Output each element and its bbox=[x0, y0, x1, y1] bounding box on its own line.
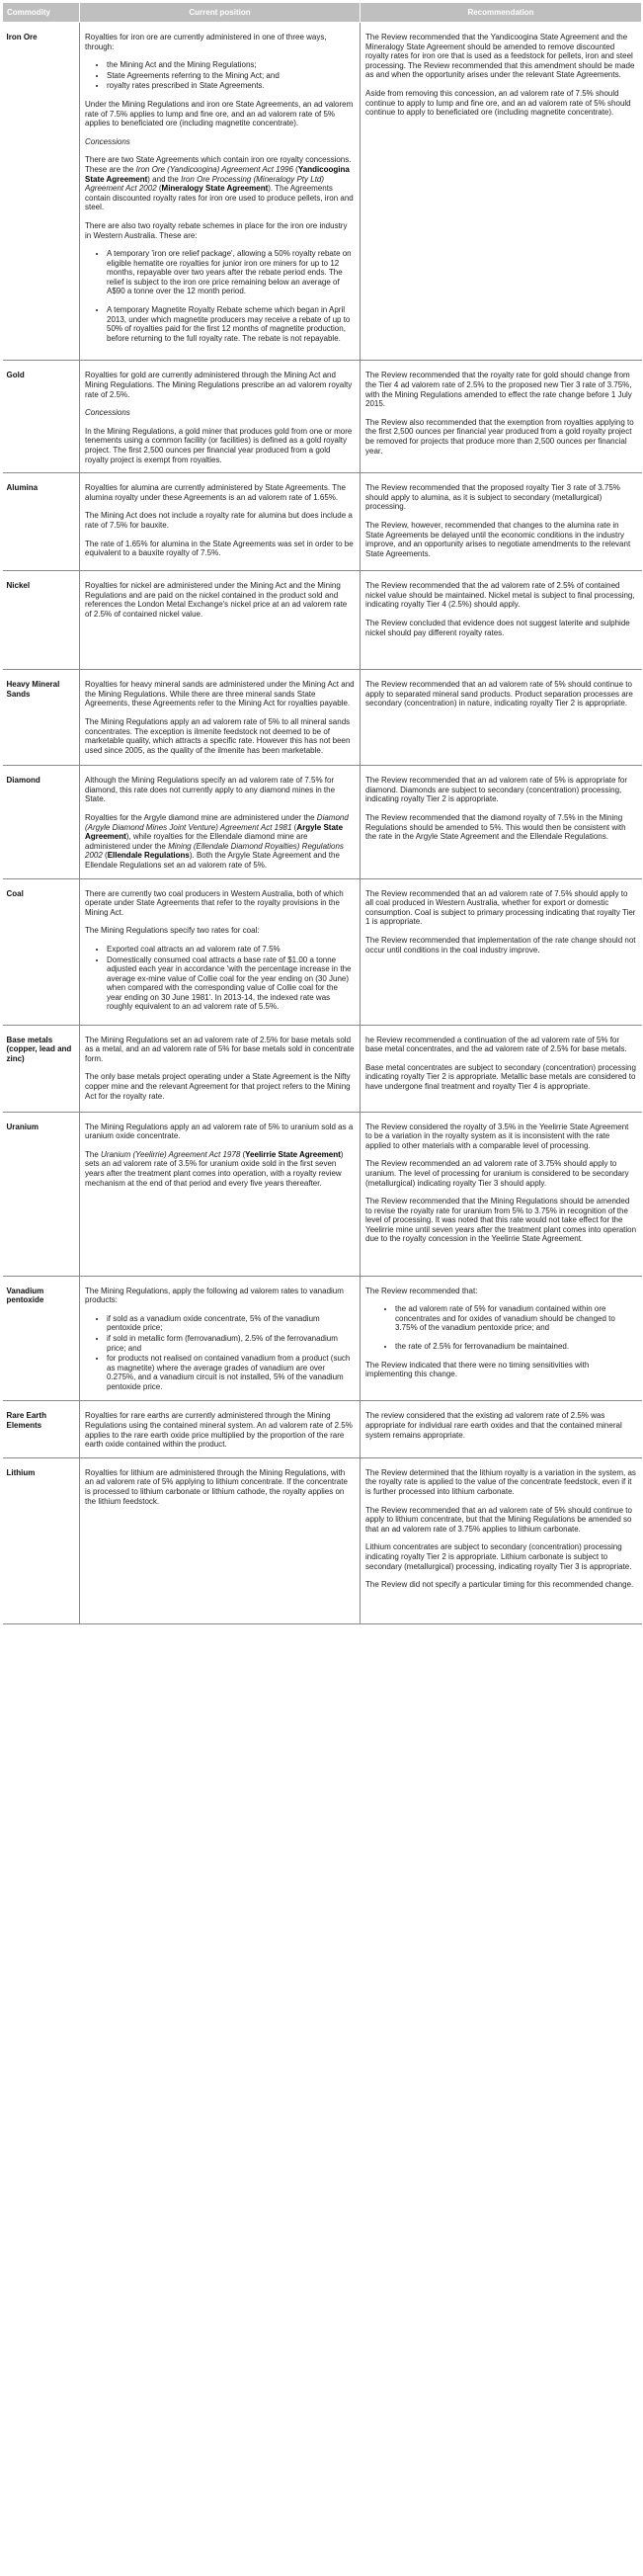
paragraph: The Review recommended that implementation of the rate change should not occur until conditions in the coal industry improve. bbox=[365, 935, 636, 955]
bullet-list bbox=[365, 1304, 637, 1351]
paragraph: Royalties for iron ore are currently administered in one of three ways, through: bbox=[85, 33, 327, 51]
text: ( bbox=[292, 164, 298, 174]
list-item: • for products not realised on contained vanadium from a product (such as magnetite) where the average grades of vanadium are over 0.275%, and a vanadium circuit is not installed, 5% of the vanadium pentoxide price. bbox=[107, 1354, 355, 1391]
paragraph: The Review recommended that the ad valorem rate of 2.5% of contained nickel value should be maintained. Nickel metal is subject to final processing, indicating royalty Tier 4 (2.5%) should apply. bbox=[365, 581, 635, 610]
recommendation-cell bbox=[361, 1025, 642, 1112]
defined-term: Yandicoogina State Agreement bbox=[85, 164, 350, 184]
current-position-cell bbox=[80, 878, 361, 1025]
defined-term: Ellendale Regulations bbox=[107, 851, 190, 861]
paragraph: Aside from removing this concession, an ad valorem rate of 7.5% should continue to apply to lump and fine ore, and an ad valorem rate of 5% should continue to apply to beneficiated ore (including magnetite concentrate). bbox=[365, 88, 631, 118]
paragraph bbox=[85, 1150, 355, 1188]
list-item: • Domestically consumed coal attracts a base rate of $1.00 a tonne adjusted each year in accordance 'with the percentage increase in the average ex-mine value of Collie coal for the year ending on (30 June) when compared with the corresponding value of Collie coal for the year ending on 30 June 1981'. In 2013-14, the indexed rate was roughly equivalent to an ad valorem rate of 5.5%. bbox=[107, 956, 355, 1013]
text: ) and the bbox=[147, 174, 182, 184]
row-uranium bbox=[3, 1112, 642, 1276]
current-position-cell bbox=[80, 1457, 361, 1623]
paragraph: The Review recommended that the Yandicoogina State Agreement and the Mineralogy State Agreement should be amended to remove discounted royalty rates for iron ore that is used as a feedstock for pellets, iron and steel processing. The Review recommended that this amendment should be made as and when the opportunity arises under the relevant State Agreements. bbox=[365, 33, 635, 80]
recommendation-cell bbox=[361, 571, 642, 670]
header-recommendation: Recommendation bbox=[361, 3, 642, 23]
list-item: • A temporary 'iron ore relief package', allowing a 50% royalty rebate on eligible hematite ore royalties for junior iron ore miners for up to 12 months, repayable over two years after the rebate period ends. The relief is subject to the iron ore price remaining below an average of A$90 a tonne over the 12 month period. bbox=[107, 249, 355, 296]
commodity-name: Uranium bbox=[3, 1112, 80, 1276]
commodity-name: Iron Ore bbox=[3, 23, 80, 361]
text: ). The Agreements contain discounted royalty rates for iron ore used to produce pellets, iron and steel. bbox=[85, 184, 354, 212]
paragraph: The Review recommended that the diamond royalty of 7.5% in the Mining Regulations should be amended to 5%. This would then be consistent with the rate in the Argyle State Agreement and the Ellendale Regulations. bbox=[365, 812, 626, 842]
list-item: • royalty rates prescribed in State Agreements. bbox=[107, 81, 355, 91]
commodity-name: Coal bbox=[3, 878, 80, 1025]
paragraph: The Review recommended that an ad valorem rate of 5% is appropriate for diamond. Diamonds are subject to secondary (concentration) processing, indicating royalty Tier 2 is appropriate. bbox=[365, 776, 628, 804]
paragraph: he Review recommended a continuation of the ad valorem rate of 5% for base metal concentrates, and the ad valorem rate of 2.5% for base metals. bbox=[365, 1035, 627, 1054]
paragraph: The Review recommended that an ad valorem rate of 5% should continue to apply to separated mineral sand products. Product separation processes are secondary (concentration) in nature, indicating royalty Tier 2 is appropriate. bbox=[365, 680, 633, 708]
defined-term: Mineralogy State Agreement bbox=[161, 184, 269, 194]
text: ( bbox=[291, 822, 297, 832]
paragraph: The Review recommended that: bbox=[365, 1286, 478, 1295]
recommendation-cell bbox=[361, 670, 642, 766]
recommendation-cell bbox=[361, 361, 642, 473]
paragraph: The Mining Regulations, apply the following ad valorem rates to vanadium products: bbox=[85, 1286, 344, 1305]
paragraph: The Review, however, recommended that changes to the alumina rate in State Agreements be delayed until the economic conditions in the industry improve, and an opportunity arises to negotiate amendments to the relevant State Agreements. bbox=[365, 520, 631, 558]
act-title: Iron Ore Processing (Mineralogy Pty Ltd) Agreement Act 2002 bbox=[85, 174, 325, 194]
paragraph: Royalties for rare earths are currently administered through the Mining Regulations using the contained mineral system. An ad valorem rate of 2.5% applies to the rare earth oxide price multiplied by the proportion of the rare earth oxide contained within the product. bbox=[85, 1411, 353, 1450]
header-commodity: Commodity bbox=[3, 3, 80, 23]
text: ) sets an ad valorem rate of 3.5% for uranium oxide sold in the first seven years after the treatment plant comes into operation, with a royalty review mechanism at the end of that period and every five years thereafter. bbox=[85, 1149, 344, 1188]
paragraph: Royalties for gold are currently administered through the Mining Act and Mining Regulations. The Mining Regulations prescribe an ad valorem royalty rate of 2.5%. bbox=[85, 371, 353, 399]
paragraph: The Review also recommended that the exemption from royalties applying to the first 2,500 ounces per financial year produced from a gold royalty project be removed for projects that produce more than 2,500 ounces per financial year. bbox=[365, 417, 634, 456]
row-base-metals bbox=[3, 1025, 642, 1112]
commodity-name: Vanadium pentoxide bbox=[3, 1276, 80, 1401]
recommendation-cell bbox=[361, 1457, 642, 1623]
current-position-cell bbox=[80, 1276, 361, 1401]
current-position-cell bbox=[80, 23, 361, 361]
paragraph: The Mining Regulations set an ad valorem rate of 2.5% for base metals sold as a metal, and an ad valorem rate of 5% for base metals sold in concentrate form. bbox=[85, 1035, 355, 1063]
text: ). Both the Argyle State Agreement and the Ellendale Regulations set an ad valorem rate of 5%. bbox=[85, 851, 340, 870]
royalty-table bbox=[2, 2, 642, 1624]
current-position-cell bbox=[80, 766, 361, 878]
current-position-cell bbox=[80, 1401, 361, 1457]
commodity-name: Alumina bbox=[3, 473, 80, 571]
recommendation-cell bbox=[361, 1112, 642, 1276]
paragraph: Although the Mining Regulations specify an ad valorem rate of 7.5% for diamond, this rate does not currently apply to any diamond mines in the State. bbox=[85, 776, 336, 804]
bullet-list bbox=[85, 249, 355, 343]
row-rare-earth-elements bbox=[3, 1401, 642, 1457]
text: Royalties for the Argyle diamond mine are administered under the bbox=[85, 812, 317, 822]
commodity-name: Rare Earth Elements bbox=[3, 1401, 80, 1457]
paragraph: Royalties for heavy mineral sands are administered under the Mining Act and the Mining Regulations. While there are three mineral sands State Agreements, these Agreements refer to the Mining Act for royalties payable. bbox=[85, 680, 355, 708]
paragraph: The Review recommended that an ad valorem rate of 5% should continue to apply to lithium concentrate, but that the Mining Regulations be amended so that an ad valorem rate of 3.75% applies to lithium carbonate. bbox=[365, 1505, 632, 1534]
paragraph: The Review did not specify a particular timing for this recommended change. bbox=[365, 1580, 634, 1590]
defined-term: Yeelirrie State Agreement bbox=[245, 1149, 341, 1159]
commodity-name: Gold bbox=[3, 361, 80, 473]
paragraph: Royalties for alumina are currently administered by State Agreements. The alumina royalty under these Agreements is an ad valorem rate of 1.65%. bbox=[85, 483, 346, 502]
commodity-name: Nickel bbox=[3, 571, 80, 670]
paragraph: Lithium concentrates are subject to secondary (concentration) processing indicating royalty Tier 2 is appropriate. Lithium carbonate is subject to secondary (metallurgical) processing, indicating royalty Tier 3 is appropriate. bbox=[365, 1542, 632, 1571]
current-position-cell bbox=[80, 473, 361, 571]
list-item: • State Agreements referring to the Mining Act; and bbox=[107, 71, 355, 81]
act-title: Iron Ore (Yandicoogina) Agreement Act 1996 bbox=[135, 164, 293, 174]
list-item: • Exported coal attracts an ad valorem rate of 7.5% bbox=[107, 945, 355, 955]
paragraph: The Review recommended that the proposed royalty Tier 3 rate of 3.75% should apply to alumina, as it is subject to secondary (metallurgical) processing. bbox=[365, 483, 620, 512]
paragraph: In the Mining Regulations, a gold miner that produces gold from one or more tenements using a common facility (or facilities) is defined as a gold royalty project. The first 2,500 ounces per financial year produced from a gold royalty project is exempt from royalties. bbox=[85, 426, 353, 464]
recommendation-cell bbox=[361, 1276, 642, 1401]
paragraph: Royalties for lithium are administered through the Mining Regulations, with an ad valorem rate of 5% applying to lithium concentrate. If the concentrate is processed to lithium carbonate or lithium cathode, the royalty applies on the lithium feedstock. bbox=[85, 1467, 348, 1506]
paragraph: The Review recommended that the royalty rate for gold should change from the Tier 4 ad valorem rate of 2.5% to the proposed new Tier 3 rate of 3.75%, with the Mining Regulations amended to effect the rate change before 1 July 2015. bbox=[365, 371, 632, 409]
list-item: • the rate of 2.5% for ferrovanadium be maintained. bbox=[395, 1342, 637, 1352]
current-position-cell bbox=[80, 1025, 361, 1112]
paragraph: The Review concluded that evidence does not suggest laterite and sulphide nickel should pay different royalty rates. bbox=[365, 618, 630, 637]
act-title: Uranium (Yeelirrie) Agreement Act 1978 bbox=[101, 1149, 241, 1159]
paragraph: The Mining Regulations apply an ad valorem rate of 5% to uranium sold as a uranium oxide concentrate. bbox=[85, 1122, 354, 1141]
recommendation-cell bbox=[361, 1401, 642, 1457]
list-item: • if sold as a vanadium oxide concentrate, 5% of the vanadium pentoxide price; bbox=[107, 1314, 355, 1333]
text: ), while royalties for the Ellendale diamond mine are administered under the bbox=[85, 832, 308, 851]
paragraph: Under the Mining Regulations and iron ore State Agreements, an ad valorem rate of 7.5% applies to lump and fine ore, and an ad valorem rate of 5% applies to beneficiated ore (including magnetite concentrate). bbox=[85, 99, 354, 128]
paragraph: The review considered that the existing ad valorem rate of 2.5% was appropriate for individual rare earth oxides and that the contained mineral system remains appropriate. bbox=[365, 1411, 622, 1440]
current-position-cell bbox=[80, 670, 361, 766]
commodity-name: Heavy Mineral Sands bbox=[3, 670, 80, 766]
paragraph: The Review recommended an ad valorem rate of 3.75% should apply to uranium. The level of processing for uranium is considered to be secondary (metallurgical) indicating royalty Tier 3 should apply. bbox=[365, 1159, 629, 1188]
list-item: • if sold in metallic form (ferrovanadium), 2.5% of the ferrovanadium price; and bbox=[107, 1334, 355, 1353]
paragraph: The Review indicated that there were no timing sensitivities with implementing this change. bbox=[365, 1360, 590, 1379]
concessions-heading: Concessions bbox=[85, 136, 130, 146]
commodity-name: Lithium bbox=[3, 1457, 80, 1623]
row-nickel bbox=[3, 571, 642, 670]
paragraph: There are currently two coal producers in Western Australia, both of which operate under State Agreements that refer to the royalty provisions in the Mining Act. bbox=[85, 888, 344, 917]
recommendation-cell bbox=[361, 878, 642, 1025]
row-lithium bbox=[3, 1457, 642, 1623]
row-gold bbox=[3, 361, 642, 473]
paragraph: The Review determined that the lithium royalty is a variation in the system, as the royalty rate is applied to the value of the concentrate feedstock, even if it is further processed into lithium carbonate. bbox=[365, 1467, 636, 1497]
recommendation-cell bbox=[361, 473, 642, 571]
bullet-list bbox=[85, 1314, 355, 1392]
paragraph: The rate of 1.65% for alumina in the State Agreements was set in order to be equivalent to a bauxite royalty of 7.5%. bbox=[85, 539, 354, 558]
act-title: Mining (Ellendale Diamond Royalties) Regulations 2002 bbox=[85, 841, 344, 861]
list-item: • A temporary Magnetite Royalty Rebate scheme which began in April 2013, under which magnetite producers may receive a rebate of up to 50% of royalties paid for the first 12 months of magnetite production, before returning to the full royalty rate. The rebate is not repayable. bbox=[107, 305, 355, 343]
defined-term: Argyle State Agreement bbox=[85, 822, 344, 842]
row-coal bbox=[3, 878, 642, 1025]
paragraph: The Mining Regulations specify two rates for coal: bbox=[85, 926, 260, 936]
row-vanadium-pentoxide bbox=[3, 1276, 642, 1401]
current-position-cell bbox=[80, 1112, 361, 1276]
list-item: • the ad valorem rate of 5% for vanadium contained within ore concentrates and for oxides of vanadium should be changed to 3.75% of the vanadium pentoxide price; and bbox=[395, 1304, 637, 1333]
act-title: Diamond (Argyle Diamond Mines Joint Venture) Agreement Act 1981 bbox=[85, 812, 349, 832]
text: The bbox=[85, 1149, 102, 1159]
bullet-list bbox=[85, 945, 355, 1012]
text: ( bbox=[102, 851, 108, 861]
current-position-cell bbox=[80, 361, 361, 473]
paragraph: Base metal concentrates are subject to secondary (concentration) processing indicating royalty Tier 2 is appropriate. Metallic base metals are considered to have undergone final treatment and royalty Tier 4 is appropriate. bbox=[365, 1062, 636, 1091]
paragraph: Royalties for nickel are administered under the Mining Act and the Mining Regulations and are paid on the nickel contained in the product sold and references the London Metal Exchange's nickel price at an ad valorem rate of 2.5% of contained nickel value. bbox=[85, 581, 348, 619]
commodity-name: Base metals (copper, lead and zinc) bbox=[3, 1025, 80, 1112]
list-item: • the Mining Act and the Mining Regulations; bbox=[107, 60, 355, 70]
paragraph: The Mining Act does not include a royalty rate for alumina but does include a rate of 7.5% for bauxite. bbox=[85, 511, 353, 530]
paragraph bbox=[85, 813, 355, 871]
row-heavy-mineral-sands bbox=[3, 670, 642, 766]
row-alumina bbox=[3, 473, 642, 571]
current-position-cell bbox=[80, 571, 361, 670]
text: ( bbox=[156, 184, 162, 194]
row-diamond bbox=[3, 766, 642, 878]
paragraph bbox=[85, 155, 355, 212]
paragraph: The Review considered the royalty of 3.5% in the Yeelirrie State Agreement to be a variation in the royalty system as it is inconsistent with the rate applied to other materials with a comparable level of processing. bbox=[365, 1122, 629, 1150]
paragraph: The only base metals project operating under a State Agreement is the Nifty copper mine and the relevant Agreement for that project refers to the Mining Act for the royalty rate. bbox=[85, 1072, 351, 1101]
row-iron-ore bbox=[3, 23, 642, 361]
paragraph: The Mining Regulations apply an ad valorem rate of 5% to all mineral sands concentrates. The exception is ilmenite feedstock not deemed to be of marketable quality, which attracts a specific rate. However this has not been used since 2005, as the quality of the ilmenite has been marketable. bbox=[85, 716, 351, 755]
paragraph: There are also two royalty rebate schemes in place for the iron ore industry in Western Australia. These are: bbox=[85, 220, 348, 240]
paragraph: The Review recommended that the Mining Regulations should be amended to revise the royalty rate for uranium from 5% to 3.75% in recognition of the level of processing. It was noted that this rate would not take effect for the Yeelirrie mine until seven years after the treatment plant comes into operation due to the royalty concession in the Yeelirrie State Agreement. bbox=[365, 1197, 637, 1244]
header-current-position: Current position bbox=[80, 3, 361, 23]
recommendation-cell bbox=[361, 23, 642, 361]
recommendation-cell bbox=[361, 766, 642, 878]
paragraph: The Review recommended that an ad valorem rate of 7.5% should apply to all coal produced in Western Australia, whether for export or domestic consumption. Coal is subject to primary processing indicating that royalty Tier 1 is appropriate. bbox=[365, 888, 636, 927]
bullet-list bbox=[85, 60, 355, 91]
table-header-row bbox=[3, 3, 642, 23]
commodity-name: Diamond bbox=[3, 766, 80, 878]
text: There are two State Agreements which contain iron ore royalty concessions. These are the bbox=[85, 155, 352, 174]
concessions-heading: Concessions bbox=[85, 408, 130, 418]
text: ( bbox=[240, 1149, 246, 1159]
